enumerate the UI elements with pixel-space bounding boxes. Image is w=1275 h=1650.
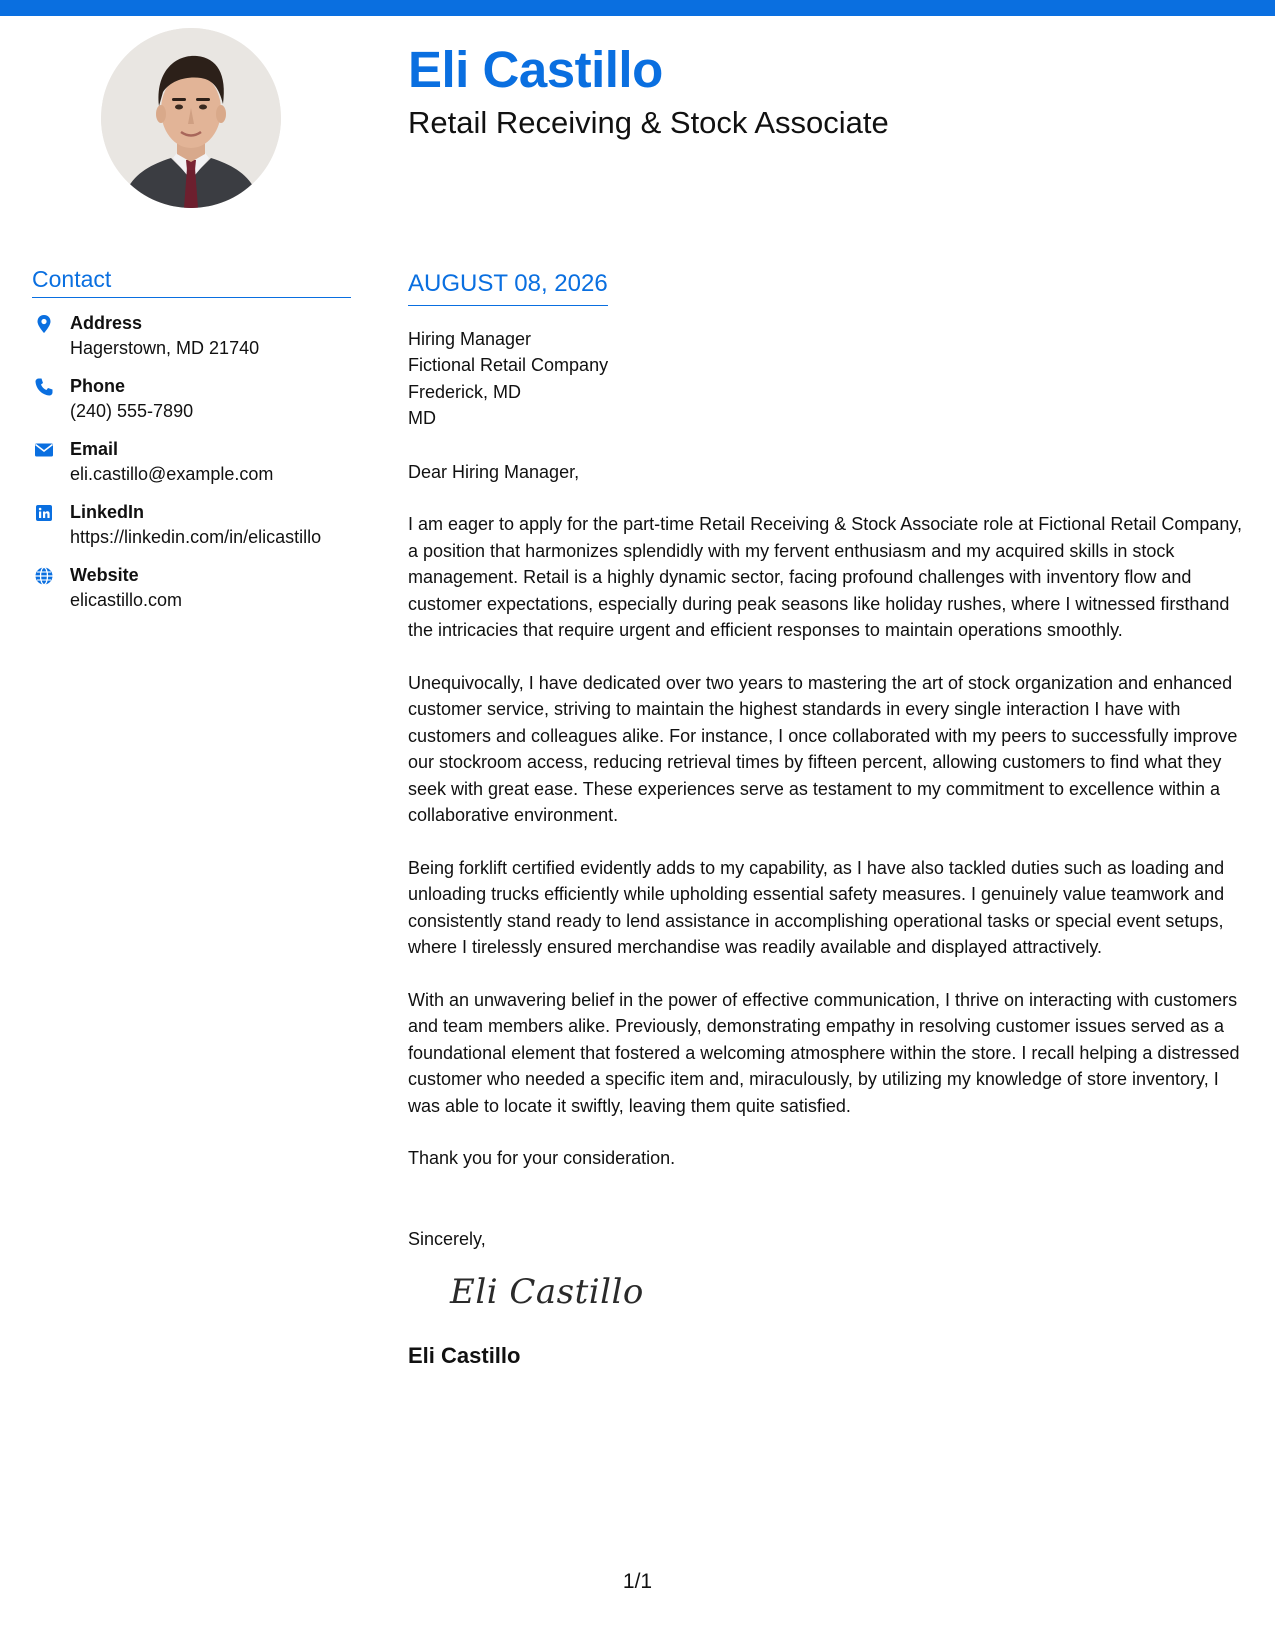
recipient-line: Hiring Manager	[408, 328, 532, 349]
body-paragraph: With an unwavering belief in the power of effective communication, I thrive on interacting with customers and team members alike. Previously, demonstrating empathy in resolving customer issues served as a foundational element that fostered a welcoming atmosphere within the store. I recall helping a distressed customer who needed a specific item and, miraculously, by utilizing my knowledge of store inventory, I was able to locate it swiftly, leaving them quite satisfied.	[408, 989, 1240, 1116]
profile-photo	[101, 28, 281, 208]
body-paragraph: Being forklift certified evidently adds to my capability, as I have also tackled duties such as loading and unloading trucks efficiently while upholding essential safety measures. I genuinely value teamwork and consistently stand ready to lend assistance in accomplishing operational tasks or special event setups, where I tirelessly ensured merchandise was readily available and displayed attractively.	[408, 857, 1225, 958]
phone-value: (240) 555-7890	[70, 400, 194, 421]
linkedin-value[interactable]: https://linkedin.com/in/elicastillo	[70, 526, 322, 547]
contact-item-website	[32, 563, 351, 613]
email-value[interactable]: eli.castillo@example.com	[70, 463, 274, 484]
contact-label: Website	[70, 564, 139, 585]
envelope-icon	[34, 440, 54, 460]
body-paragraph: I am eager to apply for the part-time Retail Receiving & Stock Associate role at Fictional Retail Company, a position that harmonizes splendidly with my fervent enthusiasm and my acquired skills in stock management. Retail is a highly dynamic sector, facing profound challenges with inventory flow and customer expectations, especially during peak seasons like holiday rushes, where I witnessed firsthand the intricacies that require urgent and efficient responses to maintain operations smoothly.	[408, 514, 1243, 641]
globe-icon	[34, 566, 54, 586]
website-value[interactable]: elicastillo.com	[70, 589, 183, 610]
body-paragraph: Unequivocally, I have dedicated over two years to mastering the art of stock organization and enhanced customer service, striving to maintain the highest standards in every single interaction I have with customers and colleagues alike. For instance, I once collaborated with my peers to successfully improve our stockroom access, reducing retrieval times by fifteen percent, allowing customers to find what they seek with great ease. These experiences serve as testament to my commitment to excellence within a collaborative environment.	[408, 672, 1238, 826]
closing-thanks: Thank you for your consideration.	[408, 1148, 676, 1169]
letter-body	[408, 270, 1250, 1369]
candidate-name: Eli Castillo	[408, 41, 663, 98]
address-value: Hagerstown, MD 21740	[70, 337, 260, 358]
linkedin-icon	[34, 503, 54, 523]
contact-label: Email	[70, 438, 119, 459]
contact-item-phone	[32, 374, 351, 424]
contact-label: Phone	[70, 375, 126, 396]
map-pin-icon	[34, 314, 54, 334]
contact-heading: Contact	[32, 266, 351, 298]
phone-icon	[34, 377, 54, 397]
signer-name: Eli Castillo	[408, 1343, 521, 1369]
recipient-line: Frederick, MD	[408, 381, 522, 402]
handwritten-signature: Eli Castillo	[450, 1272, 644, 1313]
letter-date: AUGUST 08, 2026	[408, 270, 608, 306]
top-accent-bar	[0, 0, 1275, 16]
recipient-line: Fictional Retail Company	[408, 355, 609, 376]
job-title: Retail Receiving & Stock Associate	[408, 105, 889, 140]
contact-sidebar	[32, 266, 351, 626]
recipient-block	[408, 326, 1250, 432]
recipient-line: MD	[408, 408, 436, 429]
contact-item-address	[32, 311, 351, 361]
salutation: Dear Hiring Manager,	[408, 461, 580, 482]
contact-item-linkedin	[32, 500, 351, 550]
contact-item-email	[32, 437, 351, 487]
contact-label: Address	[70, 312, 143, 333]
signoff: Sincerely,	[408, 1228, 486, 1249]
page-number: 1/1	[622, 1570, 653, 1593]
contact-label: LinkedIn	[70, 501, 145, 522]
